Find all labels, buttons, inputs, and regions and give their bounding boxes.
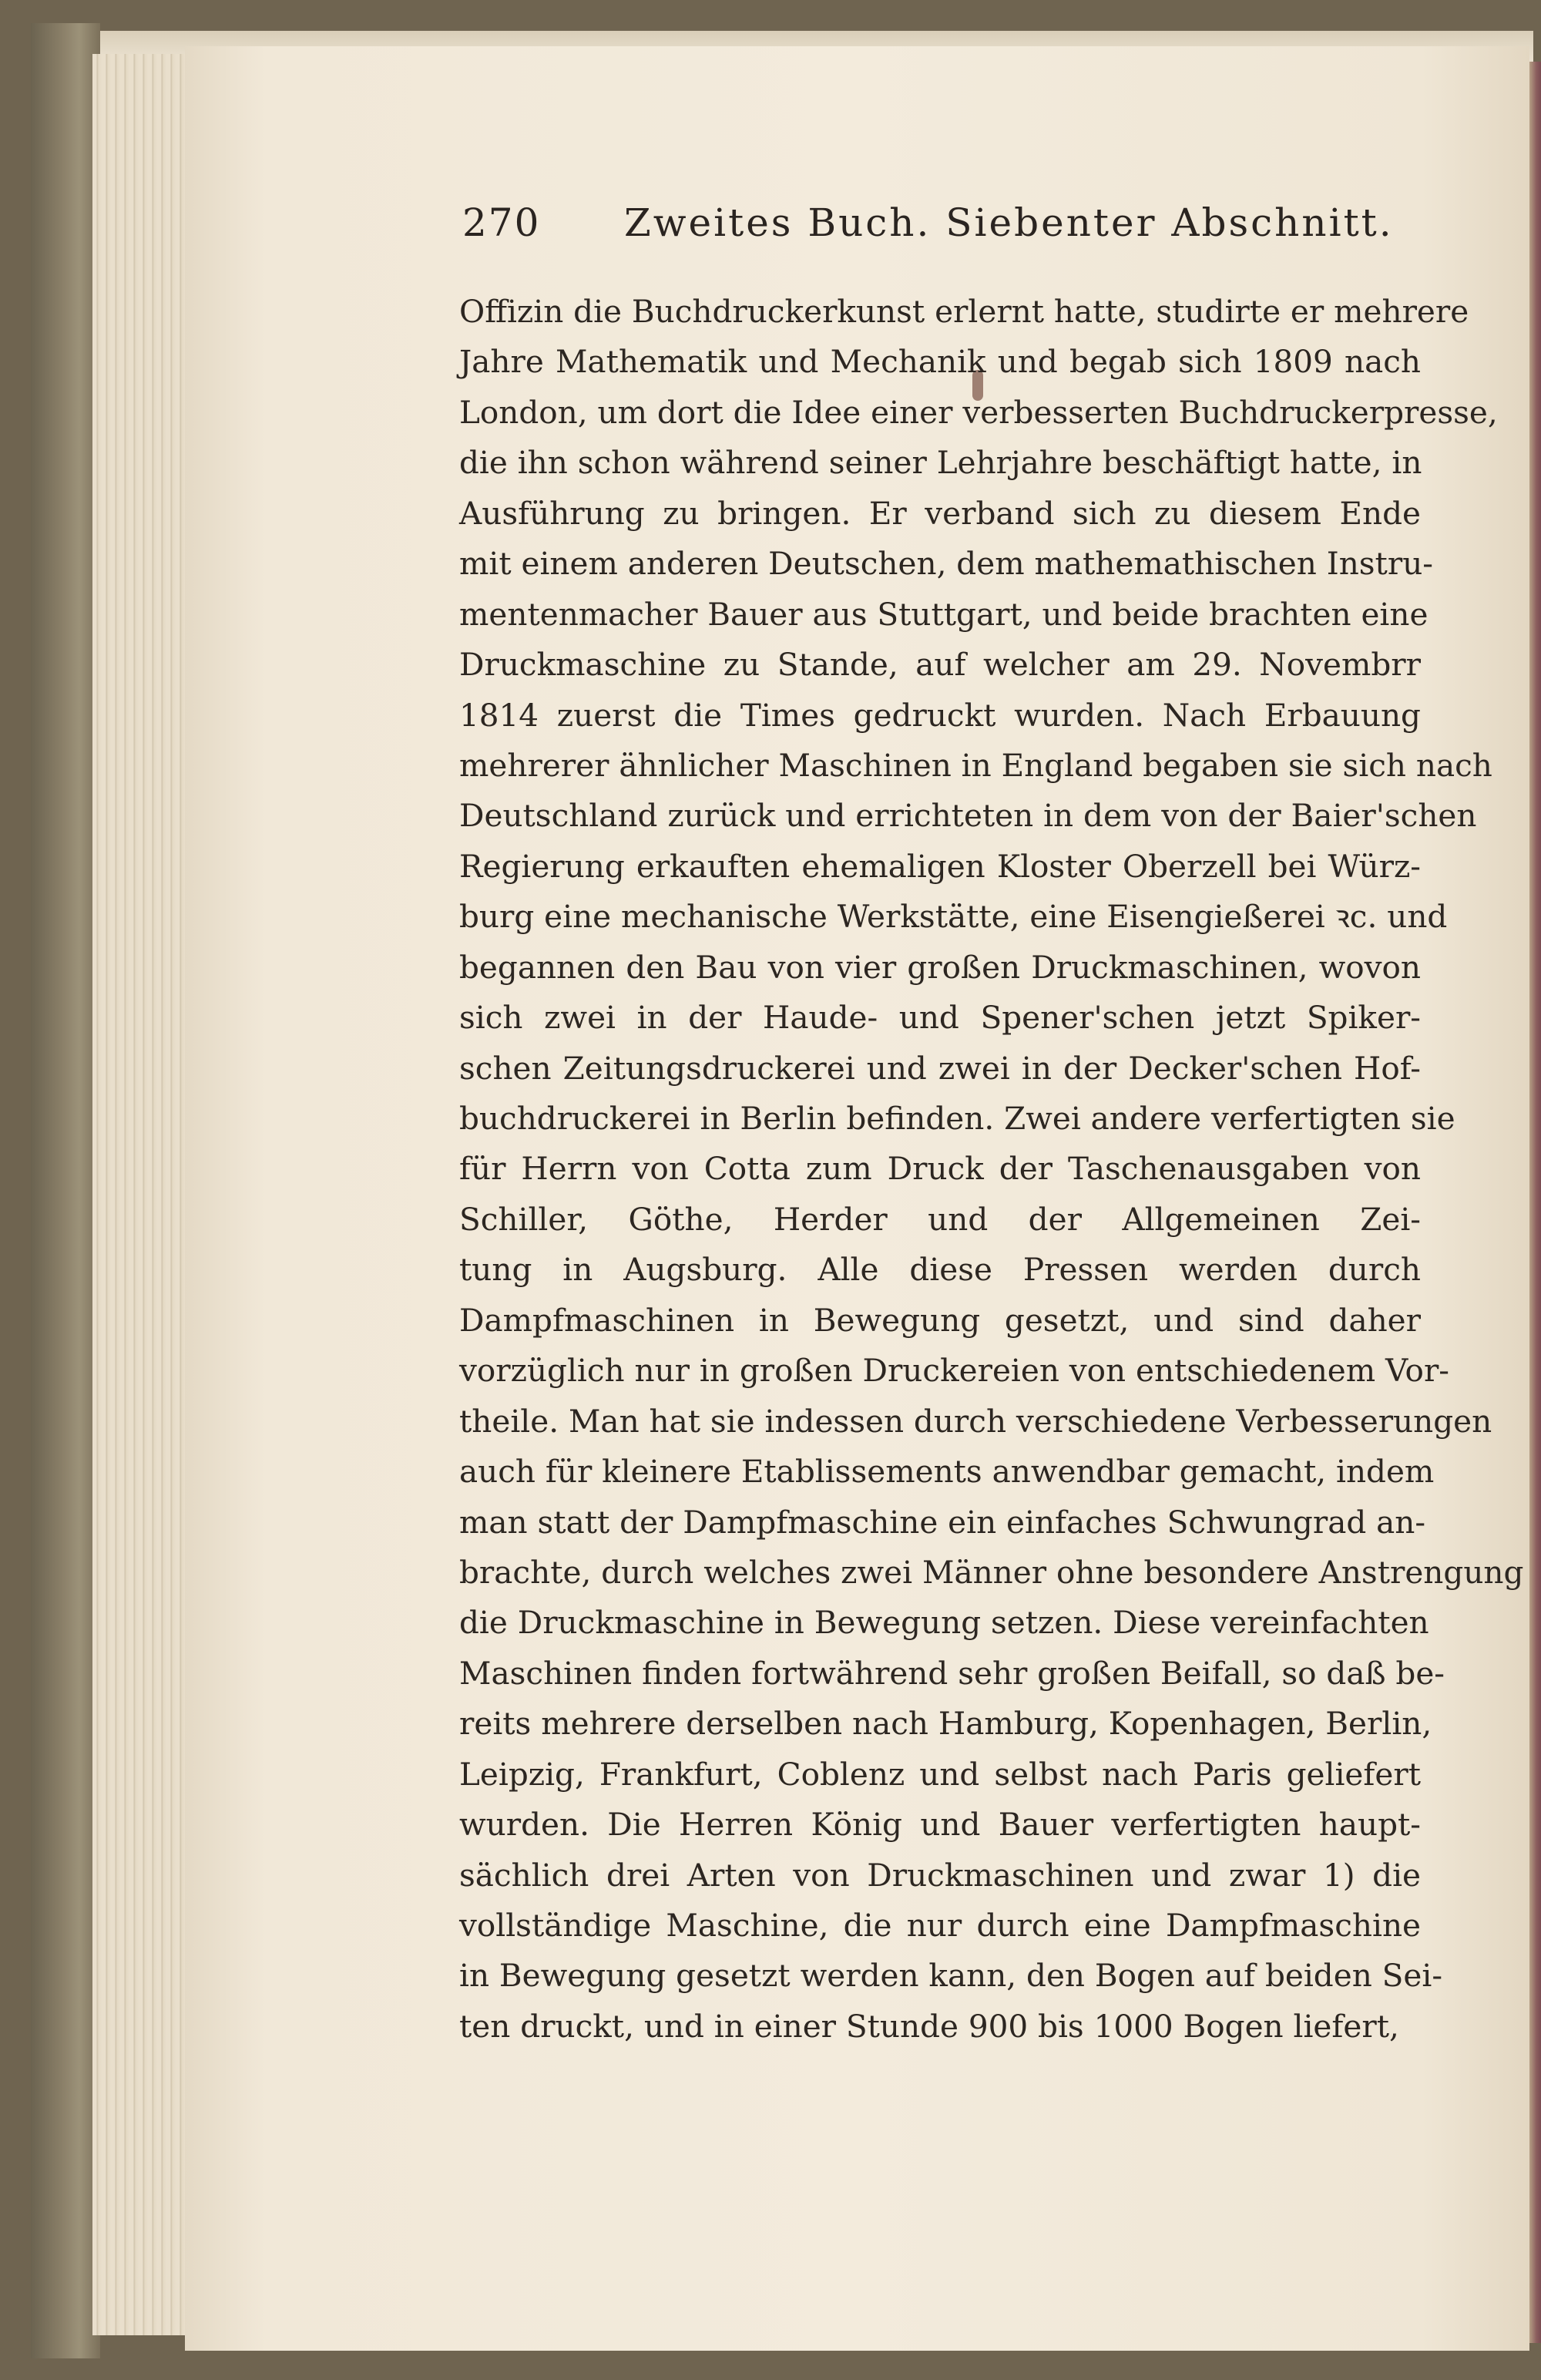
text-line: buchdruckerei in Berlin befinden. Zwei andere verfertigten sie — [459, 1100, 1455, 1137]
text-line: wurden. Die Herren König und Bauer verfertigten haupt- — [459, 1806, 1421, 1844]
page-number: 270 — [462, 200, 541, 245]
text-line: Maschinen finden fortwährend sehr großen Beifall, so daß be- — [459, 1654, 1445, 1692]
text-line: Ausführung zu bringen. Er verband sich zu diesem Ende — [459, 494, 1421, 532]
book-binding — [31, 23, 100, 2358]
page-stack-edge — [92, 54, 193, 2335]
text-line: sächlich drei Arten von Druckmaschinen und zwar 1) die — [459, 1856, 1421, 1894]
text-line: theile. Man hat sie indessen durch verschiedene Verbesserungen — [459, 1402, 1492, 1440]
text-line: schen Zeitungsdruckerei und zwei in der Decker'schen Hof- — [459, 1049, 1421, 1087]
running-title: Zweites Buch. Siebenter Abschnitt. — [624, 200, 1394, 245]
text-line: vollständige Maschine, die nur durch eine Dampfmaschine — [459, 1907, 1421, 1944]
body-text — [459, 287, 1524, 2052]
text-line: mentenmacher Bauer aus Stuttgart, und beide brachten eine — [459, 595, 1429, 633]
text-line: in Bewegung gesetzt werden kann, den Bogen auf beiden Sei- — [459, 1957, 1443, 1995]
text-line: die Druckmaschine in Bewegung setzen. Diese vereinfachten — [459, 1604, 1429, 1642]
text-line: London, um dort die Idee einer verbesserten Buchdruckerpresse, — [459, 393, 1498, 431]
text-line: Schiller, Göthe, Herder und der Allgemeinen Zei- — [459, 1200, 1421, 1238]
text-line: 1814 zuerst die Times gedruckt wurden. Nach Erbauung — [459, 696, 1421, 734]
text-line: die ihn schon während seiner Lehrjahre beschäftigt hatte, in — [459, 444, 1422, 482]
page-right-edge — [1529, 62, 1541, 2343]
text-line: auch für kleinere Etablissements anwendbar gemacht, indem — [459, 1453, 1435, 1491]
text-line: vorzüglich nur in großen Druckereien von entschiedenem Vor- — [459, 1352, 1449, 1390]
text-line: burg eine mechanische Werkstätte, eine Eisengießerei ꝛc. und — [459, 898, 1448, 936]
text-line: Leipzig, Frankfurt, Coblenz und selbst nach Paris geliefert — [459, 1755, 1421, 1793]
text-line: begannen den Bau von vier großen Druckmaschinen, wovon — [459, 948, 1421, 986]
text-line: mehrerer ähnlicher Maschinen in England begaben sie sich nach — [459, 746, 1492, 784]
text-line: Dampfmaschinen in Bewegung gesetzt, und sind daher — [459, 1301, 1421, 1339]
text-line: für Herrn von Cotta zum Druck der Taschenausgaben von — [459, 1150, 1421, 1188]
text-line: man statt der Dampfmaschine ein einfaches Schwungrad an- — [459, 1503, 1426, 1541]
text-line: brachte, durch welches zwei Männer ohne besondere Anstrengung — [459, 1553, 1524, 1591]
text-line: tung in Augsburg. Alle diese Pressen werden durch — [459, 1251, 1421, 1289]
text-line: Deutschland zurück und errichteten in dem von der Baier'schen — [459, 797, 1477, 835]
text-line: sich zwei in der Haude- und Spener'schen jetzt Spiker- — [459, 999, 1421, 1037]
text-line: Druckmaschine zu Stande, auf welcher am 29. Novembrr — [459, 646, 1421, 684]
text-line: Jahre Mathematik und Mechanik und begab sich 1809 nach — [459, 343, 1421, 381]
text-line: reits mehrere derselben nach Hamburg, Kopenhagen, Berlin, — [459, 1705, 1432, 1743]
text-line: Regierung erkauften ehemaligen Kloster Oberzell bei Würz- — [459, 847, 1421, 885]
text-line: Offizin die Buchdruckerkunst erlernt hatte, studirte er mehrere — [459, 293, 1469, 330]
running-header — [462, 200, 1441, 262]
text-line: ten druckt, und in einer Stunde 900 bis 1000 Bogen liefert, — [459, 2007, 1399, 2045]
text-line: mit einem anderen Deutschen, dem mathemathischen Instru- — [459, 545, 1433, 583]
